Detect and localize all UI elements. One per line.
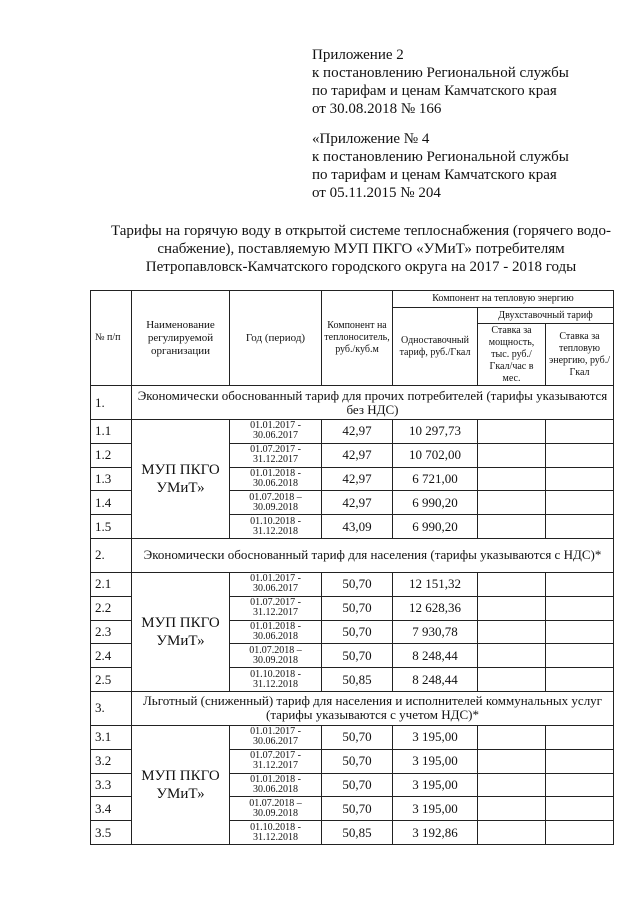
appendix-line: от 30.08.2018 № 166 bbox=[312, 101, 442, 117]
header-energy: Компонент на тепловую энергию bbox=[393, 291, 614, 308]
row-num: 3.4 bbox=[91, 797, 132, 821]
row-num: 3.3 bbox=[91, 773, 132, 797]
energy-rate-cell bbox=[546, 572, 614, 596]
row-num: 3.1 bbox=[91, 725, 132, 749]
organization-name: МУП ПКГО УМиТ» bbox=[132, 725, 230, 844]
header-num: № п/п bbox=[91, 291, 132, 386]
section-num: 3. bbox=[91, 691, 132, 725]
appendix-line: по тарифам и ценам Камчатского края bbox=[312, 83, 557, 99]
energy-rate-cell bbox=[546, 773, 614, 797]
power-rate-cell bbox=[478, 821, 546, 845]
period-cell: 01.07.2017 - 31.12.2017 bbox=[230, 596, 322, 620]
row-num: 1.2 bbox=[91, 443, 132, 467]
power-rate-cell bbox=[478, 644, 546, 668]
carrier-component-cell: 50,70 bbox=[322, 773, 393, 797]
period-cell: 01.07.2018 – 30.09.2018 bbox=[230, 491, 322, 515]
appendix-line: «Приложение № 4 bbox=[312, 131, 430, 147]
tariff-table bbox=[90, 290, 614, 845]
table-row bbox=[91, 725, 614, 749]
single-rate-cell: 3 192,86 bbox=[393, 821, 478, 845]
energy-rate-cell bbox=[546, 620, 614, 644]
appendix-line: от 05.11.2015 № 204 bbox=[312, 185, 441, 201]
carrier-component-cell: 50,70 bbox=[322, 620, 393, 644]
appendix-2-header bbox=[312, 46, 569, 118]
section-title: Льготный (сниженный) тариф для населения и исполнителей коммунальных услуг (тарифы указываются с учетом НДС)* bbox=[132, 691, 614, 725]
section-header-row bbox=[91, 691, 614, 725]
period-cell: 01.07.2017 - 31.12.2017 bbox=[230, 749, 322, 773]
row-num: 1.3 bbox=[91, 467, 132, 491]
single-rate-cell: 7 930,78 bbox=[393, 620, 478, 644]
power-rate-cell bbox=[478, 443, 546, 467]
energy-rate-cell bbox=[546, 420, 614, 444]
carrier-component-cell: 50,85 bbox=[322, 668, 393, 692]
period-cell: 01.10.2018 - 31.12.2018 bbox=[230, 515, 322, 539]
row-num: 1.5 bbox=[91, 515, 132, 539]
single-rate-cell: 3 195,00 bbox=[393, 725, 478, 749]
carrier-component-cell: 50,70 bbox=[322, 644, 393, 668]
carrier-component-cell: 50,70 bbox=[322, 596, 393, 620]
carrier-component-cell: 42,97 bbox=[322, 420, 393, 444]
single-rate-cell: 8 248,44 bbox=[393, 644, 478, 668]
energy-rate-cell bbox=[546, 797, 614, 821]
power-rate-cell bbox=[478, 797, 546, 821]
period-cell: 01.07.2018 – 30.09.2018 bbox=[230, 644, 322, 668]
appendix-line: к постановлению Региональной службы bbox=[312, 65, 569, 81]
row-num: 3.5 bbox=[91, 821, 132, 845]
power-rate-cell bbox=[478, 773, 546, 797]
title-line: снабжение), поставляемую МУП ПКГО «УМиТ» потребителям bbox=[157, 241, 565, 257]
section-header-row bbox=[91, 538, 614, 572]
appendix-line: к постановлению Региональной службы bbox=[312, 149, 569, 165]
header-two-rate: Двухставочный тариф bbox=[478, 308, 614, 324]
period-cell: 01.01.2017 - 30.06.2017 bbox=[230, 572, 322, 596]
single-rate-cell: 3 195,00 bbox=[393, 773, 478, 797]
power-rate-cell bbox=[478, 572, 546, 596]
row-num: 2.4 bbox=[91, 644, 132, 668]
row-num: 1.1 bbox=[91, 420, 132, 444]
period-cell: 01.01.2018 - 30.06.2018 bbox=[230, 467, 322, 491]
section-num: 1. bbox=[91, 386, 132, 420]
section-title: Экономически обоснованный тариф для населения (тарифы указываются с НДС)* bbox=[132, 538, 614, 572]
energy-rate-cell bbox=[546, 644, 614, 668]
energy-rate-cell bbox=[546, 596, 614, 620]
section-num: 2. bbox=[91, 538, 132, 572]
energy-rate-cell bbox=[546, 443, 614, 467]
carrier-component-cell: 50,85 bbox=[322, 821, 393, 845]
single-rate-cell: 12 628,36 bbox=[393, 596, 478, 620]
section-title: Экономически обоснованный тариф для прочих потребителей (тарифы указываются без НДС) bbox=[132, 386, 614, 420]
period-cell: 01.10.2018 - 31.12.2018 bbox=[230, 821, 322, 845]
carrier-component-cell: 50,70 bbox=[322, 749, 393, 773]
single-rate-cell: 6 990,20 bbox=[393, 491, 478, 515]
single-rate-cell: 3 195,00 bbox=[393, 797, 478, 821]
header-power-rate: Ставка за мощность, тыс. руб./Гкал/час в мес. bbox=[478, 324, 546, 386]
organization-name: МУП ПКГО УМиТ» bbox=[132, 572, 230, 691]
carrier-component-cell: 50,70 bbox=[322, 797, 393, 821]
energy-rate-cell bbox=[546, 725, 614, 749]
energy-rate-cell bbox=[546, 467, 614, 491]
period-cell: 01.01.2017 - 30.06.2017 bbox=[230, 420, 322, 444]
single-rate-cell: 6 990,20 bbox=[393, 515, 478, 539]
row-num: 2.3 bbox=[91, 620, 132, 644]
row-num: 2.5 bbox=[91, 668, 132, 692]
header-period: Год (период) bbox=[230, 291, 322, 386]
carrier-component-cell: 42,97 bbox=[322, 467, 393, 491]
single-rate-cell: 12 151,32 bbox=[393, 572, 478, 596]
period-cell: 01.07.2018 – 30.09.2018 bbox=[230, 797, 322, 821]
period-cell: 01.01.2018 - 30.06.2018 bbox=[230, 773, 322, 797]
power-rate-cell bbox=[478, 420, 546, 444]
carrier-component-cell: 43,09 bbox=[322, 515, 393, 539]
energy-rate-cell bbox=[546, 821, 614, 845]
single-rate-cell: 8 248,44 bbox=[393, 668, 478, 692]
table-row bbox=[91, 420, 614, 444]
organization-name: МУП ПКГО УМиТ» bbox=[132, 420, 230, 539]
power-rate-cell bbox=[478, 467, 546, 491]
power-rate-cell bbox=[478, 749, 546, 773]
document-title bbox=[96, 222, 626, 276]
power-rate-cell bbox=[478, 668, 546, 692]
appendix-4-header bbox=[312, 130, 569, 202]
power-rate-cell bbox=[478, 515, 546, 539]
single-rate-cell: 10 297,73 bbox=[393, 420, 478, 444]
header-carrier: Компонент на теплоноситель, руб./куб.м bbox=[322, 291, 393, 386]
header-energy-rate: Ставка за тепловую энергию, руб./Гкал bbox=[546, 324, 614, 386]
carrier-component-cell: 50,70 bbox=[322, 572, 393, 596]
power-rate-cell bbox=[478, 620, 546, 644]
header-org: Наименование регулируемой организации bbox=[132, 291, 230, 386]
section-header-row bbox=[91, 386, 614, 420]
carrier-component-cell: 50,70 bbox=[322, 725, 393, 749]
header-single-rate: Одноставочный тариф, руб./Гкал bbox=[393, 308, 478, 386]
carrier-component-cell: 42,97 bbox=[322, 443, 393, 467]
power-rate-cell bbox=[478, 491, 546, 515]
period-cell: 01.07.2017 - 31.12.2017 bbox=[230, 443, 322, 467]
energy-rate-cell bbox=[546, 515, 614, 539]
period-cell: 01.10.2018 - 31.12.2018 bbox=[230, 668, 322, 692]
row-num: 1.4 bbox=[91, 491, 132, 515]
row-num: 3.2 bbox=[91, 749, 132, 773]
energy-rate-cell bbox=[546, 749, 614, 773]
title-line: Тарифы на горячую воду в открытой системе теплоснабжения (горячего водо- bbox=[110, 223, 612, 239]
period-cell: 01.01.2018 - 30.06.2018 bbox=[230, 620, 322, 644]
single-rate-cell: 3 195,00 bbox=[393, 749, 478, 773]
single-rate-cell: 10 702,00 bbox=[393, 443, 478, 467]
appendix-line: по тарифам и ценам Камчатского края bbox=[312, 167, 557, 183]
appendix-line: Приложение 2 bbox=[312, 47, 404, 63]
title-line: Петропавловск-Камчатского городского округа на 2017 - 2018 годы bbox=[145, 259, 577, 275]
energy-rate-cell bbox=[546, 668, 614, 692]
power-rate-cell bbox=[478, 596, 546, 620]
table-row bbox=[91, 572, 614, 596]
period-cell: 01.01.2017 - 30.06.2017 bbox=[230, 725, 322, 749]
carrier-component-cell: 42,97 bbox=[322, 491, 393, 515]
energy-rate-cell bbox=[546, 491, 614, 515]
single-rate-cell: 6 721,00 bbox=[393, 467, 478, 491]
row-num: 2.2 bbox=[91, 596, 132, 620]
power-rate-cell bbox=[478, 725, 546, 749]
row-num: 2.1 bbox=[91, 572, 132, 596]
